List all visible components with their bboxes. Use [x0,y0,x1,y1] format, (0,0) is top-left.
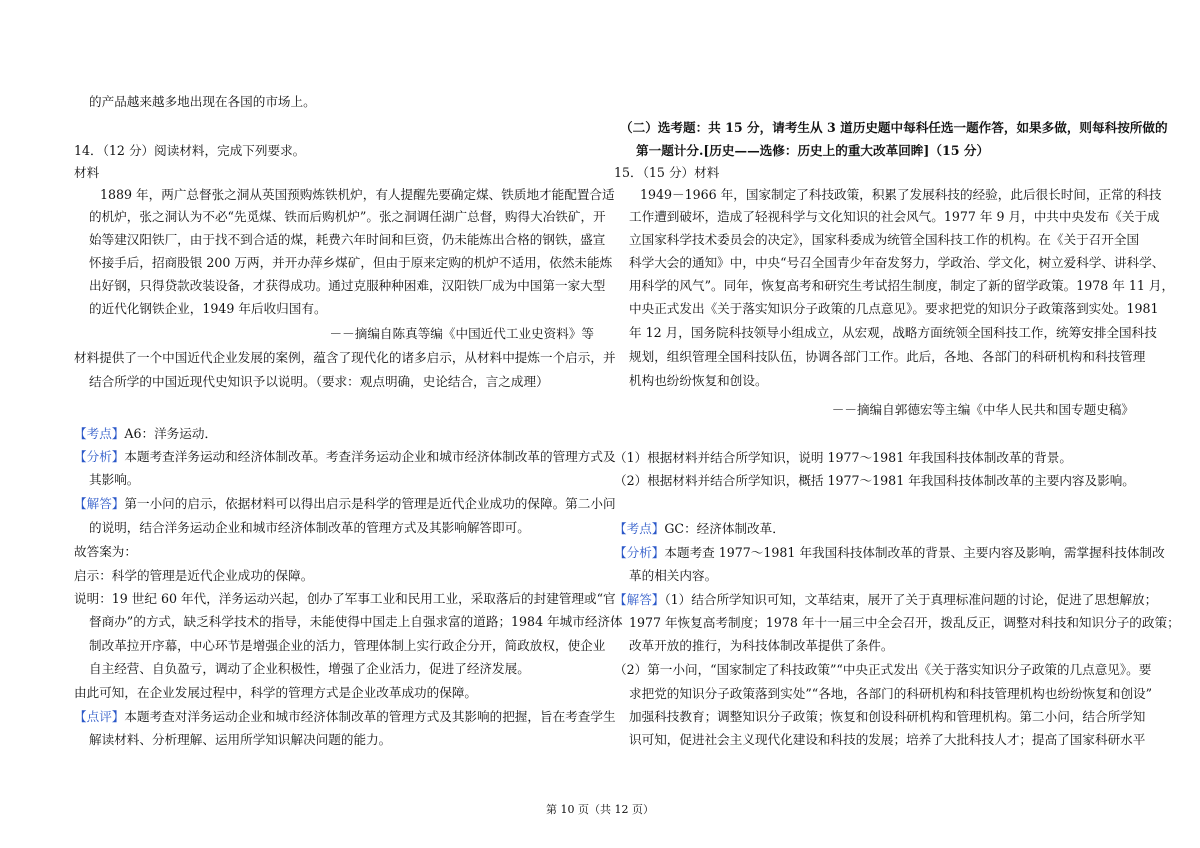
jieda-text-cont: 加强科技教育；调整知识分子政策；恢复和创设科研机构和管理机构。第二小问，结合所学知 [629,709,1146,724]
jieda-row [614,591,1157,609]
material-line: 工作遭到破坏，造成了轻视科学与文化知识的社会风气。1977 年 9 月，中共中央发布《关于成 [629,209,1160,224]
material-line: 年 12 月，国务院科技领导小组成立，从宏观，战略方面统领全国科技工作，统筹安排全国科技 [629,325,1157,340]
question-14-title: 14．（12 分）阅读材料，完成下列要求。 [74,143,306,158]
kaodian-text: A6：洋务运动． [124,426,218,441]
jieda-text: （1）结合所学知识可知，文革结束，展开了关于真理标准问题的讨论，促进了思想解放； [664,592,1158,607]
material-source: －－摘编自郭德宏等主编《中华人民共和国专题史稿》 [831,402,1134,417]
fenxi-tag: 【分析】 [74,449,125,464]
fenxi-text: 本题考查 1977～1981 年我国科技体制改革的背景、主要内容及影响，需掌握科技体制改 [664,545,1165,560]
jieda-text-cont: 1977 年恢复高考制度；1978 年十一届三中全会召开，拨乱反正，调整对科技和知识分子的政策； [629,615,1180,630]
jieda-text-cont: 求把党的知识分子政策落到实处”“各地，各部门的科研机构和科技管理机构也纷纷恢复和创设” [629,686,1153,701]
jieda-row [74,495,616,513]
fenxi-text: 本题考查洋务运动和经济体制改革。考查洋务运动企业和城市经济体制改革的管理方式及 [124,449,616,464]
jieda-text-cont: 的说明，结合洋务运动企业和城市经济体制改革的管理方式及其影响解答即可。 [89,520,530,535]
jieda-text-cont: 识可知，促进社会主义现代化建设和科技的发展；培养了大批科技人才；提高了国家科研水平 [629,732,1146,747]
fenxi-text-cont: 革的相关内容。 [629,568,718,583]
fenxi-row [74,448,616,466]
material-line: 中央正式发出《关于落实知识分子政策的几点意见》。要求把党的知识分子政策落到实处。1981 [629,301,1159,316]
kaodian-row [614,520,785,538]
answer-line: 督商办”的方式，缺乏科学技术的指导，未能使得中国走上自强求富的道路；1984 年城市经济体 [89,614,623,629]
material-line: 出好钢，只得贷款改装设备，才获得成功。通过克服种种困难，汉阳铁厂成为中国第一家大型 [89,278,606,293]
question-prompt-line: 结合所学的中国近现代史知识予以说明。（要求：观点明确，史论结合，言之成理） [89,374,549,389]
sub-question-2: （2）根据材料并结合所学知识，概括 1977～1981 年我国科技体制改革的主要内容及影响。 [614,473,1135,488]
answer-line: 说明：19 世纪 60 年代，洋务运动兴起，创办了军事工业和民用工业，采取落后的封建管理或“官 [74,591,616,606]
section-heading: （二）选考题：共 15 分，请考生从 3 道历史题中每科任选一题作答，如果多做，则每科按所做的 [620,120,1168,135]
material-line: 用科学的风气”。同年，恢复高考和研究生考试招生制度，制定了新的留学政策。1978 年 11 月， [629,278,1175,293]
material-line: 规划，组织管理全国科技队伍，协调各部门工作。此后，各地、各部门的科研机构和科技管理 [629,349,1146,364]
kaodian-text: GC：经济体制改革． [664,521,785,536]
material-line: 怀接手后，招商股银 200 万两，并开办萍乡煤矿，但由于原来定购的机炉不适用，依然未能炼 [89,255,613,270]
answer-line: 由此可知，在企业发展过程中，科学的管理方式是企业改革成功的保障。 [74,685,477,700]
jieda-tag: 【解答】 [614,592,665,607]
page-footer: 第 10 页（共 12 页） [546,803,654,816]
dianping-tag: 【点评】 [74,709,125,724]
section-heading: 第一题计分.[历史——选修：历史上的重大改革回眸]（15 分） [636,143,990,158]
fenxi-row [614,544,1165,562]
material-line: 始等建汉阳铁厂，由于找不到合适的煤，耗费六年时间和巨资，仍未能炼出合格的钢铁，盛宣 [89,232,606,247]
jieda-text-cont: 改革开放的推行，为科技体制改革提供了条件。 [629,638,894,653]
material-label: 材料 [74,165,100,180]
jieda-text: 第一小问的启示，依据材料可以得出启示是科学的管理是近代企业成功的保障。第二小问 [124,496,616,511]
answer-line: 制改革拉开序幕，中心环节是增强企业的活力，管理体制上实行政企分开，简政放权，使企业 [89,638,606,653]
dianping-text: 本题考查对洋务运动企业和城市经济体制改革的管理方式及其影响的把握，旨在考查学生 [124,709,616,724]
material-line: 科学大会的通知》中，中央“号召全国青少年奋发努力，学政治、学文化，树立爱科学、讲科学、 [629,255,1165,270]
sub-question-1: （1）根据材料并结合所学知识，说明 1977～1981 年我国科技体制改革的背景。 [614,450,1072,465]
answer-line: 启示：科学的管理是近代企业成功的保障。 [74,568,314,583]
answer-label: 故答案为： [74,544,137,559]
material-line: 的机炉，张之洞认为不必“先觅煤、铁而后购机炉”。张之洞调任湖广总督，购得大冶铁矿，开 [89,209,606,224]
material-line: 的近代化钢铁企业，1949 年后收归国有。 [89,301,327,316]
kaodian-tag: 【考点】 [614,521,665,536]
kaodian-row [74,425,217,443]
jieda-tag: 【解答】 [74,496,125,511]
jieda-text-cont: （2）第一小问，“国家制定了科技政策”“中央正式发出《关于落实知识分子政策的几点意见》。要 [614,662,1152,677]
question-15-title: 15．（15 分）材料 [614,165,720,180]
dianping-row [74,708,616,726]
material-line: 机构也纷纷恢复和创设。 [629,373,768,388]
material-line: 立国家科学技术委员会的决定》，国家科委成为统管全国科技工作的机构。在《关于召开全国 [629,232,1140,247]
fenxi-tag: 【分析】 [614,545,665,560]
material-line: 1889 年，两广总督张之洞从英国预购炼铁机炉，有人提醒先要确定煤、铁质地才能配置合适 [100,187,615,202]
material-line: 1949－1966 年，国家制定了科技政策，积累了发展科技的经验，此后很长时间，正常的科技 [640,187,1162,202]
answer-line: 自主经营、自负盈亏，调动了企业积极性，增强了企业活力，促进了经济发展。 [89,661,530,676]
material-source: －－摘编自陈真等编《中国近代工业史资料》等 [329,326,594,341]
continuation-line: 的产品越来越多地出现在各国的市场上。 [89,94,316,109]
fenxi-text-cont: 其影响。 [89,472,140,487]
kaodian-tag: 【考点】 [74,426,125,441]
question-prompt-line: 材料提供了一个中国近代企业发展的案例，蕴含了现代化的诸多启示，从材料中提炼一个启示，并 [74,350,616,365]
dianping-text-cont: 解读材料、分析理解、运用所学知识解决问题的能力。 [89,732,392,747]
